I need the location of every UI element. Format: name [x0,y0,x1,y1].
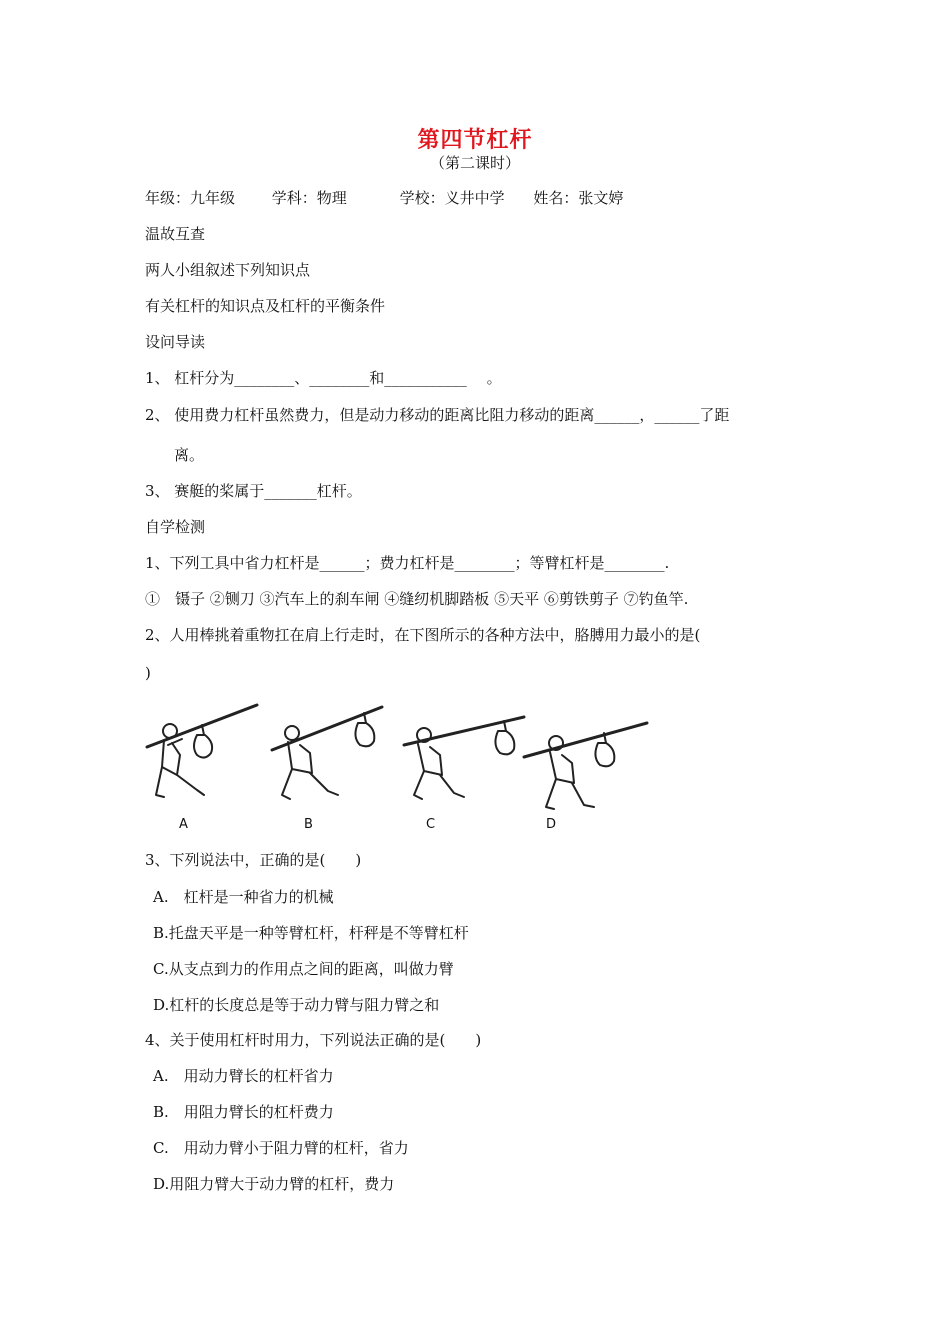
q3-option-a: A. 杠杆是一种省力的机械 [153,888,334,906]
meta-subject: 学科：物理 [271,189,347,207]
figure-label-c: C [426,817,436,832]
guided-question-3: 3、 赛艇的桨属于_______杠杆。 [145,482,362,500]
guided-question-2-cont: 离。 [174,446,205,464]
selftest-question-2-cont: ) [145,664,151,682]
figure-label-a: A [179,817,188,832]
meta-line [145,188,655,208]
q3-option-c: C.从支点到力的作用点之间的距离，叫做力臂 [153,960,454,978]
q4-option-a: A. 用动力臂长的杠杆省力 [153,1067,334,1085]
q3-option-b: B.托盘天平是一种等臂杠杆，杆秤是不等臂杠杆 [153,924,469,942]
figure-d [524,723,647,809]
selftest-heading: 自学检测 [145,518,206,536]
figure-label-b: B [304,817,313,832]
meta-name: 姓名：张文婷 [533,189,624,207]
review-heading: 温故互查 [145,225,206,243]
guided-question-1: 1、 杠杆分为________、________和___________ 。 [145,369,502,387]
selftest-question-2: 2、人用棒挑着重物扛在肩上行走时，在下图所示的各种方法中，胳膊用力最小的是( [145,626,701,644]
carrying-figures [142,695,662,835]
review-line-2: 有关杠杆的知识点及杠杆的平衡条件 [145,297,386,315]
guided-question-2: 2、 使用费力杠杆虽然费力，但是动力移动的距离比阻力移动的距离______，______了距 [145,406,730,424]
selftest-question-3: 3、下列说法中，正确的是( ) [145,851,362,869]
figure-c [404,717,524,799]
page-subtitle: （第二课时） [429,154,520,172]
figure-a [147,705,257,797]
meta-grade: 年级：九年级 [145,189,236,207]
selftest-question-1: 1、下列工具中省力杠杆是______；费力杠杆是________；等臂杠杆是________. [145,554,670,572]
carrying-figures-svg [142,695,662,835]
review-line-1: 两人小组叙述下列知识点 [145,261,311,279]
selftest-question-1-items: ① 镊子 ②铡刀 ③汽车上的刹车闸 ④缝纫机脚踏板 ⑤天平 ⑥剪铁剪子 ⑦钓鱼竿. [145,590,689,608]
page-title: 第四节杠杆 [417,128,533,153]
q4-option-d: D.用阻力臂大于动力臂的杠杆，费力 [153,1175,395,1193]
guided-heading: 设问导读 [145,333,206,351]
q4-option-c: C. 用动力臂小于阻力臂的杠杆，省力 [153,1139,409,1157]
figure-b [272,707,382,799]
q3-option-d: D.杠杆的长度总是等于动力臂与阻力臂之和 [153,996,440,1014]
selftest-question-4: 4、关于使用杠杆时用力，下列说法正确的是( ) [145,1031,482,1049]
figure-label-d: D [546,817,557,832]
meta-school: 学校：义井中学 [399,189,505,207]
q4-option-b: B. 用阻力臂长的杠杆费力 [153,1103,334,1121]
